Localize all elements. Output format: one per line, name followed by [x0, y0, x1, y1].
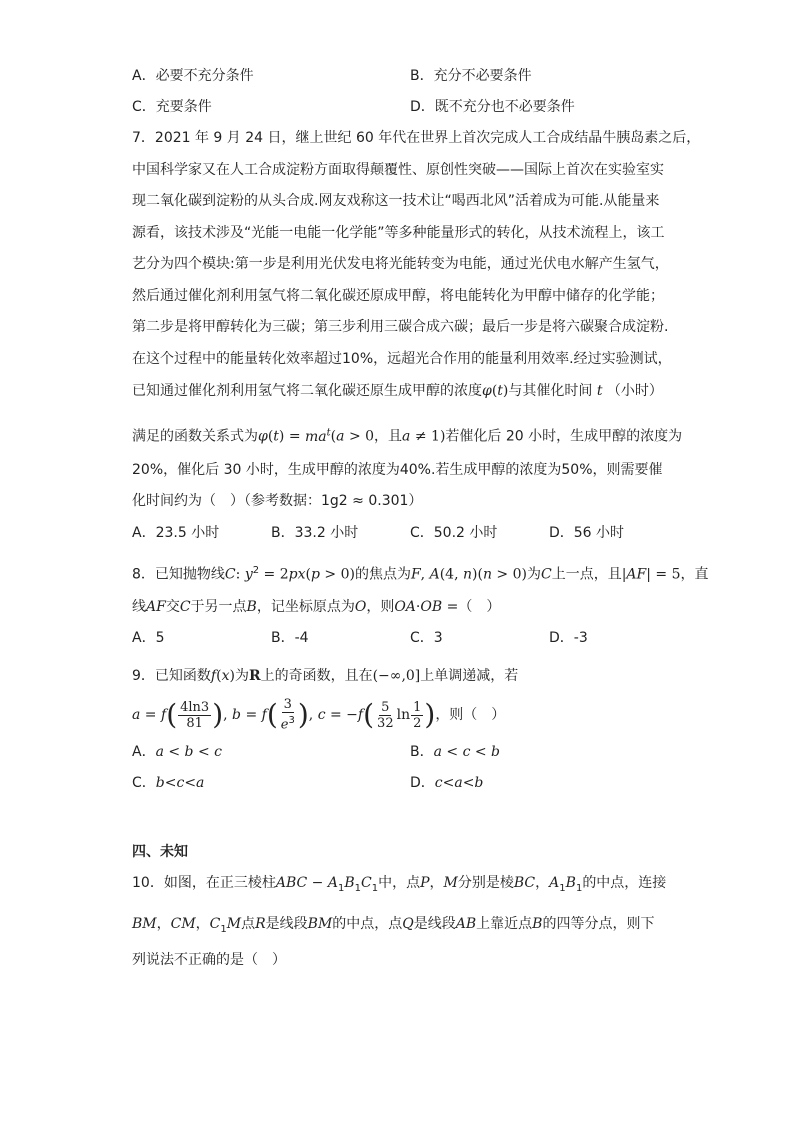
q10-line-2: BM，CM，$C_1M$点R是线段BM的中点，点Q是线段AB上靠近点B的四等分点，则下: [132, 916, 655, 935]
q7-option-a[interactable]: A．23.5 小时: [132, 525, 220, 541]
q8-line-1: 8．已知抛物线C: $y^2 = 2px(p > 0)$的焦点为F, A(4, n)(n > 0)为C上一点，且|AF| = 5，直: [132, 565, 709, 583]
q9-line-1: 9．已知函数f(x)为R上的奇函数，且在(−∞,0]上单调递减，若: [132, 668, 519, 684]
q7-line-4: 源看，该技术涉及“光能一电能一化学能”等多种能量形式的转化，从技术流程上，该工: [132, 225, 665, 241]
q7-option-b[interactable]: B．33.2 小时: [271, 525, 359, 541]
q9-option-b[interactable]: B．a < c < b: [410, 744, 501, 760]
q10-line-3: 列说法不正确的是（ ）: [132, 952, 286, 968]
q6-option-c[interactable]: C．充要条件: [132, 99, 212, 115]
q8-option-d[interactable]: D．-3: [549, 630, 588, 646]
q7-line-3: 现二氧化碳到淀粉的从头合成.网友戏称这一技术让“喝西北风”活着成为可能.从能量来: [132, 193, 660, 209]
q8-option-b[interactable]: B．-4: [271, 630, 309, 646]
q9-option-a[interactable]: A．a < b < c: [132, 744, 222, 760]
q8-option-c[interactable]: C．3: [410, 630, 443, 646]
q7-line-11: 20%，催化后 30 小时，生成甲醇的浓度为40%.若生成甲醇的浓度为50%，则需要催: [132, 462, 663, 478]
q6-option-b[interactable]: B．充分不必要条件: [410, 68, 532, 84]
q7-line-2: 中国科学家又在人工合成淀粉方面取得颠覆性、原创性突破——国际上首次在实验室实: [132, 162, 664, 178]
q7-option-d[interactable]: D．56 小时: [549, 525, 625, 541]
q6-option-a[interactable]: A．必要不充分条件: [132, 68, 254, 84]
q7-line-5: 艺分为四个模块:第一步是利用光伏发电将光能转变为电能，通过光伏电水解产生氢气，: [132, 256, 669, 272]
q9-option-c[interactable]: C．b<c<a: [132, 775, 205, 791]
q7-line-7: 第二步是将甲醇转化为三碳；第三步利用三碳合成六碳；最后一步是将六碳聚合成淀粉.: [132, 319, 669, 335]
q7-line-12: 化时间约为（ ）（参考数据：1g2 ≈ 0.301）: [132, 493, 423, 509]
q7-line-1: 7．2021 年 9 月 24 日，继上世纪 60 年代在世界上首次完成人工合成结晶牛胰岛素之后，: [132, 130, 701, 146]
section-title: 四、未知: [132, 844, 188, 860]
q7-line-9: 已知通过催化剂利用氢气将二氧化碳还原生成甲醇的浓度φ(t)与其催化时间 t （小时）: [132, 383, 663, 399]
q7-line-8: 在这个过程中的能量转化效率超过10%，远超光合作用的能量利用效率.经过实验测试，: [132, 351, 672, 367]
q10-line-1: 10．如图，在正三棱柱ABC − $A_1B_1C_1$中，点P，M分别是棱BC，$A_1B_1$的中点，连接: [132, 875, 667, 894]
q7-option-c[interactable]: C．50.2 小时: [410, 525, 498, 541]
q7-line-10: 满足的函数关系式为$\varphi(t) = ma^t(a > 0$，且a ≠ 1)若催化后 20 小时，生成甲醇的浓度为: [132, 427, 683, 445]
q9-option-d[interactable]: D．c<a<b: [410, 775, 484, 791]
q7-line-6: 然后通过催化剂利用氢气将二氧化碳还原成甲醇，将电能转化为甲醇中储存的化学能；: [132, 288, 664, 304]
q8-line-2: 线AF交C于另一点B，记坐标原点为O，则OA·OB =（ ）: [132, 599, 501, 615]
q6-option-d[interactable]: D．既不充分也不必要条件: [410, 99, 575, 115]
q9-line-2: a = f( $\frac{4\ln 3}{81}$ ), b = f( $\frac{3}{e^3}$ ), c = −f( $\frac{5}{32}$ ln $\frac{1}{2}$ )，则（ ）: [132, 697, 506, 733]
q8-option-a[interactable]: A．5: [132, 630, 165, 646]
